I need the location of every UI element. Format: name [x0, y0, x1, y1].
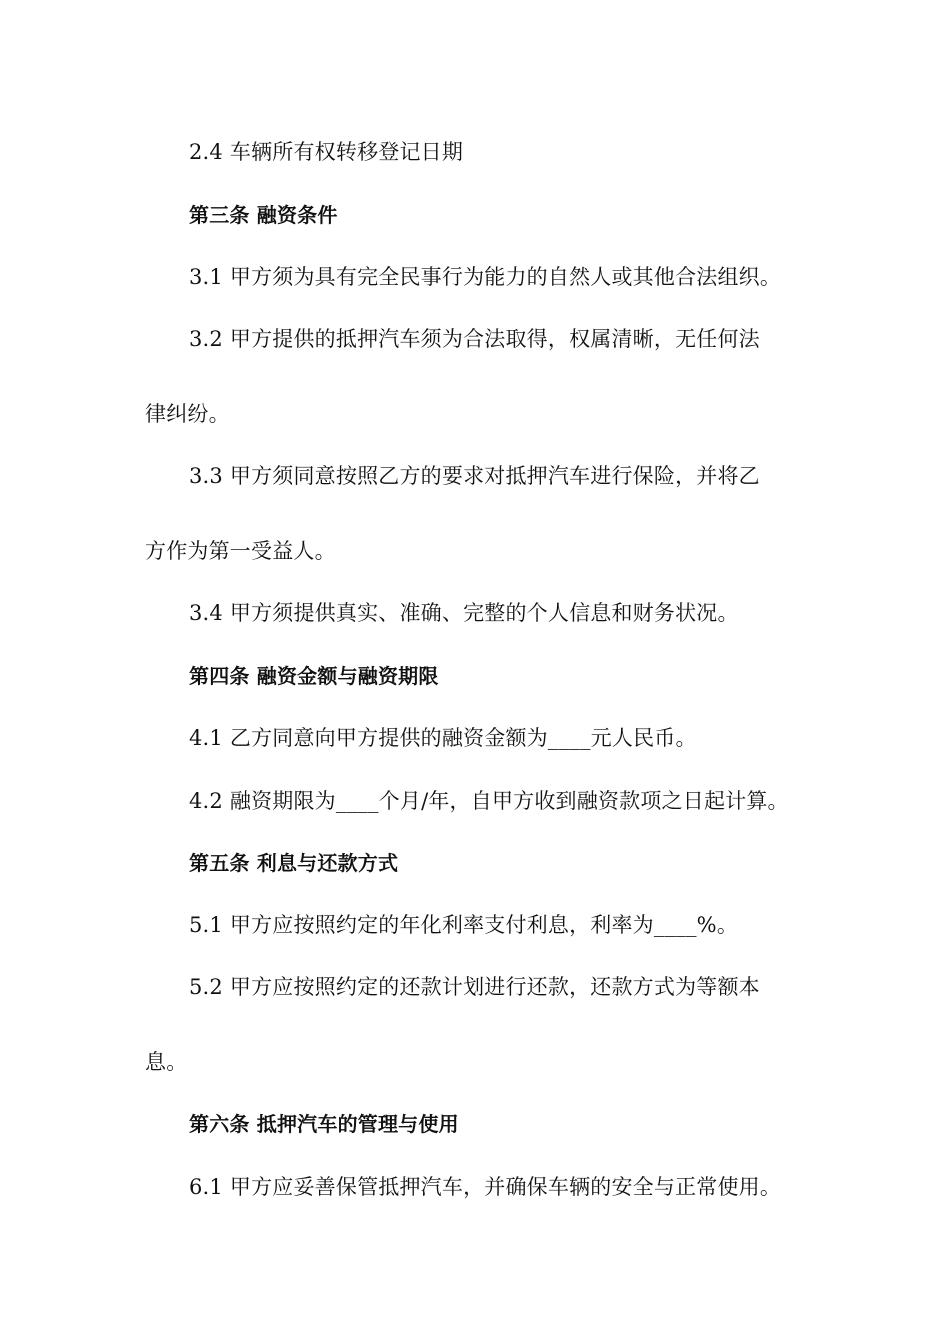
- article-4-heading: 第四条 融资金额与融资期限: [189, 664, 439, 688]
- clause-3-4: 3.4 甲方须提供真实、准确、完整的个人信息和财务状况。: [189, 601, 739, 625]
- clause-3-3: 3.3 甲方须同意按照乙方的要求对抵押汽车进行保险，并将乙: [189, 464, 760, 488]
- clause-5-2: 5.2 甲方应按照约定的还款计划进行还款，还款方式为等额本: [189, 975, 760, 999]
- clause-6-1: 6.1 甲方应妥善保管抵押汽车，并确保车辆的安全与正常使用。: [189, 1175, 782, 1199]
- clause-3-2: 3.2 甲方提供的抵押汽车须为合法取得，权属清晰，无任何法: [189, 327, 760, 351]
- clause-4-1: 4.1 乙方同意向甲方提供的融资金额为____元人民币。: [189, 726, 697, 750]
- article-6-heading: 第六条 抵押汽车的管理与使用: [189, 1112, 459, 1136]
- clause-5-2-continued: 息。: [145, 1050, 188, 1074]
- clause-3-2-continued: 律纠纷。: [145, 402, 230, 426]
- article-5-heading: 第五条 利息与还款方式: [189, 851, 399, 875]
- clause-2-4: 2.4 车辆所有权转移登记日期: [189, 140, 464, 164]
- clause-5-1: 5.1 甲方应按照约定的年化利率支付利息，利率为____%。: [189, 913, 739, 937]
- article-3-heading: 第三条 融资条件: [189, 203, 338, 227]
- clause-3-3-continued: 方作为第一受益人。: [145, 539, 336, 563]
- clause-3-1: 3.1 甲方须为具有完全民事行为能力的自然人或其他合法组织。: [189, 265, 782, 289]
- clause-4-2: 4.2 融资期限为____个月/年，自甲方收到融资款项之日起计算。: [189, 789, 789, 813]
